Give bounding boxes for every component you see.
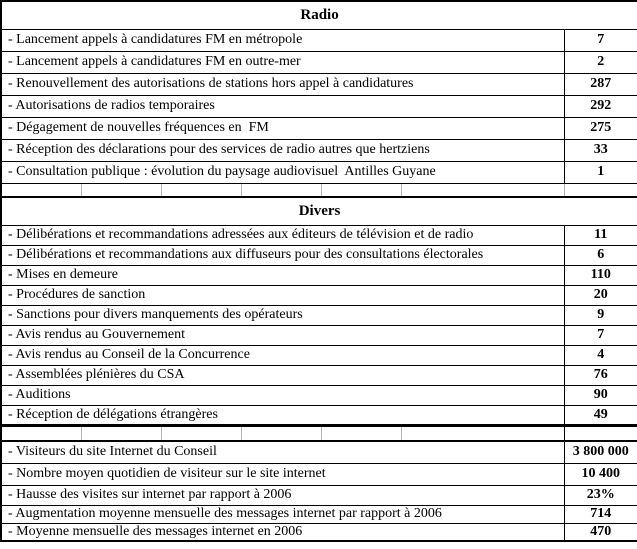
spacer-row [1,183,637,197]
table-row [1,405,637,425]
row-value: 10 400 [564,463,637,485]
row-label: - Avis rendus au Conseil de la Concurrence [1,345,564,365]
row-label: - Lancement appels à candidatures FM en métropole [1,29,564,51]
table-row [1,139,637,161]
table-row [1,365,637,385]
row-label: - Réception de délégations étrangères [1,405,564,425]
table-row [1,285,637,305]
row-label: - Avis rendus au Gouvernement [1,325,564,345]
row-value: 3 800 000 [564,441,637,463]
row-label: - Procédures de sanction [1,285,564,305]
table-row [1,95,637,117]
row-value: 470 [564,523,637,541]
table-row [1,523,637,541]
row-label: - Autorisations de radios temporaires [1,95,564,117]
row-label: - Auditions [1,385,564,405]
row-value: 76 [564,365,637,385]
row-value: 1 [564,161,637,183]
row-label: - Lancement appels à candidatures FM en outre-mer [1,51,564,73]
row-value: 714 [564,505,637,523]
row-label: - Assemblées plénières du CSA [1,365,564,385]
row-value: 110 [564,265,637,285]
row-value: 7 [564,325,637,345]
row-label: - Renouvellement des autorisations de stations hors appel à candidatures [1,73,564,95]
row-value: 11 [564,225,637,245]
section-title: Divers [1,197,637,225]
row-value: 4 [564,345,637,365]
row-value: 275 [564,117,637,139]
spacer-row [1,425,637,441]
row-value: 23% [564,485,637,505]
table-row [1,485,637,505]
row-value: 292 [564,95,637,117]
table-row [1,463,637,485]
row-value: 7 [564,29,637,51]
row-value: 6 [564,245,637,265]
table-row [1,345,637,365]
row-value: 20 [564,285,637,305]
table-row [1,325,637,345]
row-value: 90 [564,385,637,405]
row-value: 49 [564,405,637,425]
row-label: - Réception des déclarations pour des services de radio autres que hertziens [1,139,564,161]
row-label: - Délibérations et recommandations adressées aux éditeurs de télévision et de radio [1,225,564,245]
row-label: - Dégagement de nouvelles fréquences en FM [1,117,564,139]
table-row [1,305,637,325]
row-value: 287 [564,73,637,95]
row-label: - Consultation publique : évolution du paysage audiovisuel Antilles Guyane [1,161,564,183]
section-title: Radio [1,1,637,29]
section-header-radio [1,1,637,29]
table-row [1,265,637,285]
table-row [1,161,637,183]
row-label: - Hausse des visites sur internet par rapport à 2006 [1,485,564,505]
row-value: 2 [564,51,637,73]
table-row [1,29,637,51]
row-value: 9 [564,305,637,325]
table-row [1,225,637,245]
table-row [1,441,637,463]
row-label: - Sanctions pour divers manquements des opérateurs [1,305,564,325]
row-label: - Nombre moyen quotidien de visiteur sur le site internet [1,463,564,485]
row-label: - Augmentation moyenne mensuelle des messages internet par rapport à 2006 [1,505,564,523]
table-row [1,117,637,139]
table-row [1,505,637,523]
table-row [1,51,637,73]
row-label: - Mises en demeure [1,265,564,285]
row-value: 33 [564,139,637,161]
section-header-divers [1,197,637,225]
row-label: - Moyenne mensuelle des messages internet en 2006 [1,523,564,541]
row-label: - Délibérations et recommandations aux diffuseurs pour des consultations électorales [1,245,564,265]
table-row [1,73,637,95]
row-label: - Visiteurs du site Internet du Conseil [1,441,564,463]
table-row [1,245,637,265]
table-row [1,385,637,405]
